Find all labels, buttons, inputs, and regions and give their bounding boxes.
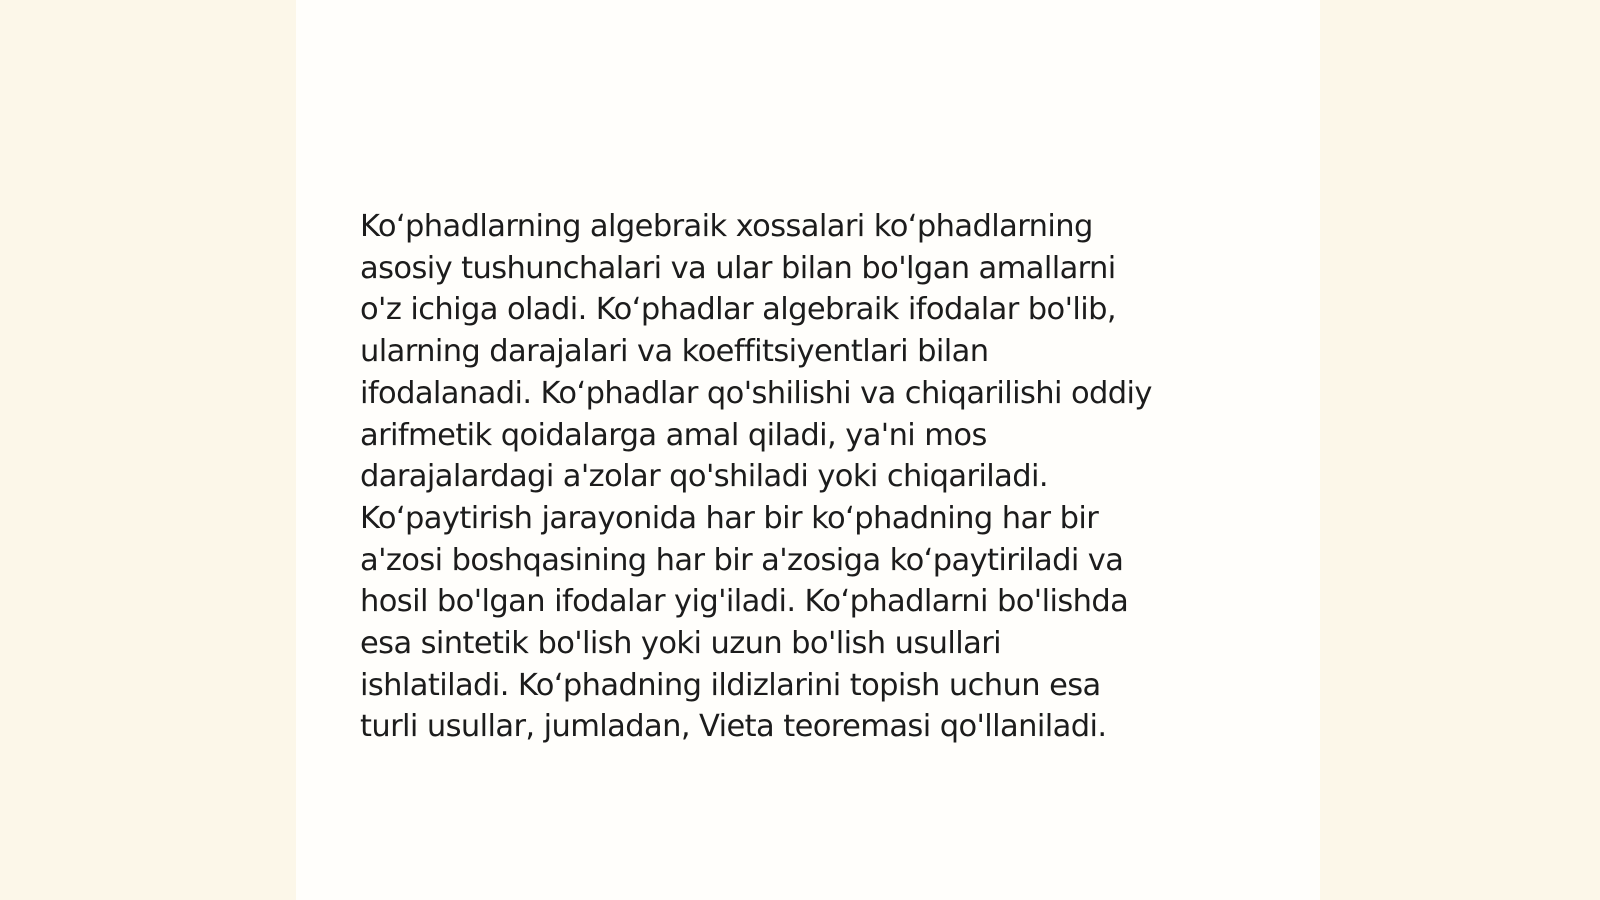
paragraph-line: Ko‘paytirish jarayonida har bir ko‘phadning har bir	[360, 500, 1099, 536]
body-paragraph	[360, 206, 1260, 748]
paragraph-line: darajalardagi a'zolar qo'shiladi yoki chiqariladi.	[360, 459, 1049, 495]
paragraph-line: turli usullar, jumladan, Vieta teoremasi qo'llaniladi.	[360, 709, 1107, 745]
paragraph-line: Ko‘phadlarning algebraik xossalari ko‘phadlarning	[360, 209, 1093, 244]
paragraph-line: asosiy tushunchalari va ular bilan bo'lgan amallarni	[360, 250, 1116, 286]
paragraph-line: ularning darajalari va koeffitsiyentlari bilan	[360, 334, 989, 370]
paragraph-line: o'z ichiga oladi. Ko‘phadlar algebraik ifodalar bo'lib,	[360, 292, 1117, 328]
paragraph-line: a'zosi boshqasining har bir a'zosiga ko‘paytiriladi va	[360, 542, 1124, 578]
paragraph-line: ifodalanadi. Ko‘phadlar qo'shilishi va chiqarilishi oddiy	[360, 375, 1152, 411]
paragraph-line: esa sintetik bo'lish yoki uzun bo'lish usullari	[360, 626, 1002, 662]
paragraph-line: arifmetik qoidalarga amal qiladi, ya'ni mos	[360, 417, 987, 453]
slide	[296, 0, 1320, 900]
paragraph-line: hosil bo'lgan ifodalar yig'iladi. Ko‘phadlarni bo'lishda	[360, 584, 1129, 620]
paragraph-line: ishlatiladi. Ko‘phadning ildizlarini topish uchun esa	[360, 667, 1101, 703]
